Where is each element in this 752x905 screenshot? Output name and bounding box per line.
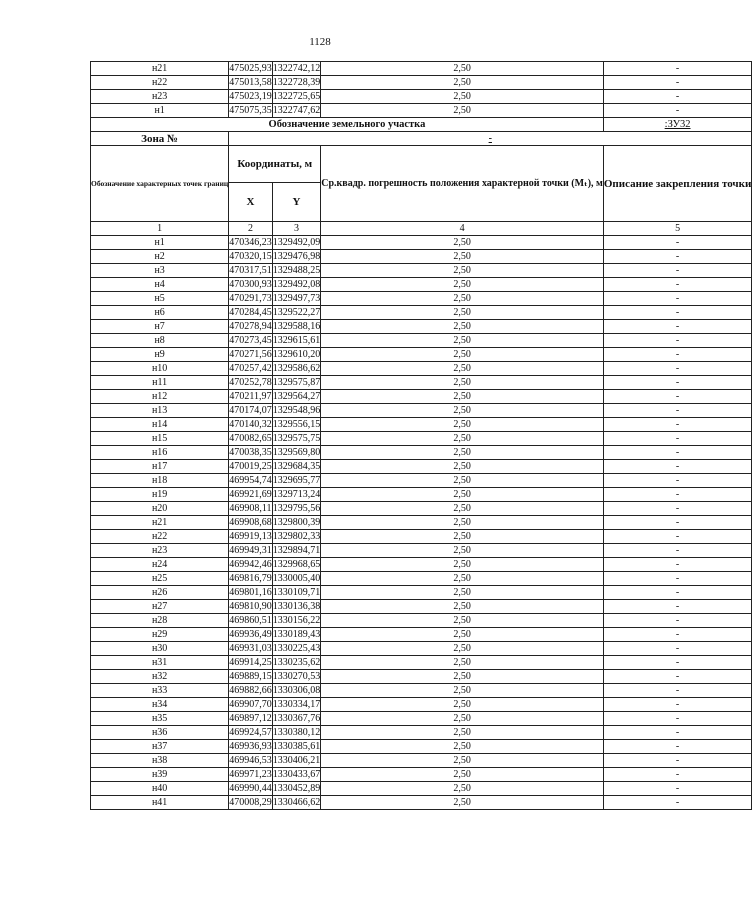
table-row [91,334,752,348]
description-cell: - [603,726,751,740]
y-cell: 1329564,27 [272,390,321,402]
table-row [91,572,752,586]
x-cell: 469801,16 [229,586,272,598]
x-cell: 470211,97 [229,390,272,402]
y-cell: 1330433,67 [272,768,321,780]
y-cell: 1329522,27 [272,306,321,318]
error-cell: 2,50 [321,516,604,530]
x-cell: 469924,57 [229,726,272,738]
x-cell: 470140,32 [229,418,272,430]
plot-label: Обозначение земельного участка [91,118,604,132]
y-cell: 1330367,76 [272,712,321,724]
table-row [91,530,752,544]
x-cell: 469919,13 [229,530,272,542]
error-cell: 2,50 [321,586,604,600]
point-cell: н36 [91,726,229,740]
point-cell: н27 [91,600,229,614]
error-cell: 2,50 [321,712,604,726]
header-description: Описание закрепления точки [603,146,751,222]
point-cell: н11 [91,376,229,390]
point-cell: н21 [91,62,229,76]
point-cell: н23 [91,544,229,558]
y-cell: 1330225,43 [272,642,321,654]
x-cell: 470278,94 [229,320,272,332]
table-row [91,586,752,600]
table-row [91,362,752,376]
point-cell: н5 [91,292,229,306]
description-cell: - [603,586,751,600]
y-cell: 1322728,39 [272,76,321,88]
y-cell: 1329894,71 [272,544,321,556]
error-cell: 2,50 [321,502,604,516]
table-row [91,754,752,768]
error-cell: 2,50 [321,334,604,348]
error-cell: 2,50 [321,320,604,334]
x-cell: 470174,07 [229,404,272,416]
x-cell: 469990,44 [229,782,272,794]
description-cell: - [603,376,751,390]
description-cell: - [603,432,751,446]
description-cell: - [603,684,751,698]
y-cell: 1329800,39 [272,516,321,528]
error-cell: 2,50 [321,530,604,544]
point-cell: н7 [91,320,229,334]
point-cell: н22 [91,530,229,544]
description-cell: - [603,572,751,586]
description-cell: - [603,740,751,754]
error-cell: 2,50 [321,90,604,104]
x-cell: 469860,51 [229,614,272,626]
point-cell: н37 [91,740,229,754]
y-cell: 1329488,25 [272,264,321,276]
x-cell: 470273,45 [229,334,272,346]
description-cell: - [603,698,751,712]
point-cell: н32 [91,670,229,684]
zone-row [91,132,752,146]
y-cell: 1330270,53 [272,670,321,682]
description-cell: - [603,76,751,90]
point-cell: н25 [91,572,229,586]
point-cell: н2 [91,250,229,264]
x-cell: 469816,79 [229,572,272,584]
error-cell: 2,50 [321,278,604,292]
y-cell: 1329695,77 [272,474,321,486]
table-row [91,418,752,432]
error-cell: 2,50 [321,726,604,740]
description-cell: - [603,104,751,118]
error-cell: 2,50 [321,404,604,418]
header-y: Y [272,183,321,222]
point-cell: н17 [91,460,229,474]
y-cell: 1329588,16 [272,320,321,332]
y-cell: 1330189,43 [272,628,321,640]
x-cell: 475025,93 [229,62,272,74]
description-cell: - [603,796,751,810]
error-cell: 2,50 [321,362,604,376]
point-cell: н40 [91,782,229,796]
error-cell: 2,50 [321,348,604,362]
x-cell: 469971,23 [229,768,272,780]
column-numbers-row [91,222,752,236]
x-cell: 469921,69 [229,488,272,500]
description-cell: - [603,754,751,768]
header-coordinates: Координаты, м [229,146,321,183]
x-cell: 469936,93 [229,740,272,752]
error-cell: 2,50 [321,460,604,474]
y-cell: 1329795,56 [272,502,321,514]
coordinate-rows [91,236,752,810]
col-number-2: 2 [229,222,273,236]
x-cell: 470252,78 [229,376,272,388]
point-cell: н31 [91,656,229,670]
table-row [91,236,752,250]
description-cell: - [603,474,751,488]
description-cell: - [603,62,751,76]
y-cell: 1329569,80 [272,446,321,458]
error-cell: 2,50 [321,544,604,558]
point-cell: н23 [91,90,229,104]
description-cell: - [603,446,751,460]
point-cell: н1 [91,104,229,118]
y-cell: 1329575,87 [272,376,321,388]
x-cell: 470019,25 [229,460,272,472]
description-cell: - [603,348,751,362]
y-cell: 1330156,22 [272,614,321,626]
point-cell: н28 [91,614,229,628]
table-row [91,404,752,418]
table-row [91,796,752,810]
x-cell: 470008,29 [229,796,272,808]
table-row [91,516,752,530]
y-cell: 1329497,73 [272,292,321,304]
table-row [91,474,752,488]
table-row [91,684,752,698]
x-cell: 470346,23 [229,236,272,248]
table-row [91,348,752,362]
error-cell: 2,50 [321,768,604,782]
point-cell: н39 [91,768,229,782]
error-cell: 2,50 [321,558,604,572]
table-row [91,558,752,572]
table-row [91,306,752,320]
y-cell: 1329586,62 [272,362,321,374]
error-cell: 2,50 [321,474,604,488]
point-cell: н29 [91,628,229,642]
x-cell: 470300,93 [229,278,272,290]
header-point-designation: Обозначение характерных точек границ [91,146,229,222]
top-rows [91,62,752,118]
description-cell: - [603,768,751,782]
error-cell: 2,50 [321,62,604,76]
error-cell: 2,50 [321,796,604,810]
header-row-1 [91,146,752,183]
error-cell: 2,50 [321,264,604,278]
x-cell: 470284,45 [229,306,272,318]
error-cell: 2,50 [321,104,604,118]
x-cell: 469897,12 [229,712,272,724]
y-cell: 1330466,62 [272,796,321,808]
table-row [91,782,752,796]
error-cell: 2,50 [321,740,604,754]
x-cell: 470320,15 [229,250,272,262]
description-cell: - [603,600,751,614]
x-cell: 470082,65 [229,432,272,444]
description-cell: - [603,516,751,530]
x-cell: 469914,25 [229,656,272,668]
header-error: Ср.квадр. погрешность положения характерной точки (Mₜ), м [321,146,604,222]
description-cell: - [603,530,751,544]
point-cell: н33 [91,684,229,698]
y-cell: 1329615,61 [272,334,321,346]
table-row [91,292,752,306]
x-cell: 469954,74 [229,474,272,486]
x-cell: 469942,46 [229,558,272,570]
error-cell: 2,50 [321,670,604,684]
x-cell: 469810,90 [229,600,272,612]
point-cell: н10 [91,362,229,376]
y-cell: 1330334,17 [272,698,321,710]
point-cell: н35 [91,712,229,726]
point-cell: н21 [91,516,229,530]
error-cell: 2,50 [321,600,604,614]
x-cell: 469908,11 [229,502,272,514]
header-x: X [229,183,273,222]
point-cell: н6 [91,306,229,320]
y-cell: 1322742,12 [272,62,321,74]
col-number-3: 3 [272,222,321,236]
x-cell: 470271,56 [229,348,272,360]
error-cell: 2,50 [321,488,604,502]
col-number-5: 5 [603,222,751,236]
col-number-4: 4 [321,222,604,236]
description-cell: - [603,404,751,418]
table-row [91,104,752,118]
y-cell: 1322725,65 [272,90,321,102]
y-cell: 1329713,24 [272,488,321,500]
x-cell: 469949,31 [229,544,272,556]
table-header [91,118,752,236]
x-cell: 470291,73 [229,292,272,304]
table-row [91,90,752,104]
description-cell: - [603,488,751,502]
description-cell: - [603,236,751,250]
table-row [91,76,752,90]
x-cell: 469882,66 [229,684,272,696]
y-cell: 1330380,12 [272,726,321,738]
y-cell: 1329476,98 [272,250,321,262]
table-row [91,628,752,642]
coordinates-table [90,61,752,810]
y-cell: 1330406,21 [272,754,321,766]
col-number-1: 1 [91,222,229,236]
y-cell: 1330385,61 [272,740,321,752]
table-row [91,502,752,516]
error-cell: 2,50 [321,418,604,432]
description-cell: - [603,656,751,670]
point-cell: н1 [91,236,229,250]
y-cell: 1329492,09 [272,236,321,248]
error-cell: 2,50 [321,376,604,390]
error-cell: 2,50 [321,432,604,446]
table-row [91,614,752,628]
error-cell: 2,50 [321,642,604,656]
error-cell: 2,50 [321,754,604,768]
point-cell: н30 [91,642,229,656]
table-row [91,488,752,502]
table-row [91,740,752,754]
table-row [91,250,752,264]
y-cell: 1330235,62 [272,656,321,668]
table-row [91,600,752,614]
table-row [91,712,752,726]
point-cell: н19 [91,488,229,502]
point-cell: н24 [91,558,229,572]
description-cell: - [603,502,751,516]
description-cell: - [603,712,751,726]
point-cell: н41 [91,796,229,810]
description-cell: - [603,418,751,432]
point-cell: н26 [91,586,229,600]
point-cell: н4 [91,278,229,292]
x-cell: 469907,70 [229,698,272,710]
table-row [91,320,752,334]
y-cell: 1330109,71 [272,586,321,598]
y-cell: 1329968,65 [272,558,321,570]
table-row [91,446,752,460]
y-cell: 1330306,08 [272,684,321,696]
error-cell: 2,50 [321,306,604,320]
error-cell: 2,50 [321,76,604,90]
error-cell: 2,50 [321,446,604,460]
description-cell: - [603,670,751,684]
point-cell: н16 [91,446,229,460]
y-cell: 1330452,89 [272,782,321,794]
x-cell: 475013,58 [229,76,272,88]
point-cell: н12 [91,390,229,404]
table-row [91,768,752,782]
description-cell: - [603,362,751,376]
point-cell: н13 [91,404,229,418]
error-cell: 2,50 [321,698,604,712]
description-cell: - [603,628,751,642]
zone-value: - [229,132,752,146]
description-cell: - [603,460,751,474]
y-cell: 1329492,08 [272,278,321,290]
page-number: 1128 [309,36,331,48]
table-row [91,544,752,558]
table-row [91,656,752,670]
point-cell: н9 [91,348,229,362]
plot-value: :ЗУ32 [603,118,751,132]
y-cell: 1329802,33 [272,530,321,542]
x-cell: 469889,15 [229,670,272,682]
error-cell: 2,50 [321,390,604,404]
point-cell: н38 [91,754,229,768]
description-cell: - [603,320,751,334]
description-cell: - [603,334,751,348]
description-cell: - [603,250,751,264]
y-cell: 1329548,96 [272,404,321,416]
error-cell: 2,50 [321,236,604,250]
error-cell: 2,50 [321,250,604,264]
point-cell: н18 [91,474,229,488]
point-cell: н22 [91,76,229,90]
x-cell: 469946,53 [229,754,272,766]
y-cell: 1322747,62 [272,104,321,116]
table-row [91,642,752,656]
table-row [91,264,752,278]
point-cell: н20 [91,502,229,516]
error-cell: 2,50 [321,782,604,796]
table-row [91,670,752,684]
point-cell: н3 [91,264,229,278]
description-cell: - [603,264,751,278]
description-cell: - [603,390,751,404]
description-cell: - [603,614,751,628]
description-cell: - [603,278,751,292]
description-cell: - [603,544,751,558]
error-cell: 2,50 [321,656,604,670]
table-row [91,460,752,474]
description-cell: - [603,306,751,320]
table-row [91,62,752,76]
x-cell: 470317,51 [229,264,272,276]
x-cell: 470038,35 [229,446,272,458]
y-cell: 1329684,35 [272,460,321,472]
y-cell: 1329610,20 [272,348,321,360]
x-cell: 469908,68 [229,516,272,528]
zone-label: Зона № [91,132,229,146]
error-cell: 2,50 [321,292,604,306]
x-cell: 469936,49 [229,628,272,640]
description-cell: - [603,90,751,104]
point-cell: н14 [91,418,229,432]
y-cell: 1329556,15 [272,418,321,430]
description-cell: - [603,292,751,306]
y-cell: 1329575,75 [272,432,321,444]
error-cell: 2,50 [321,684,604,698]
y-cell: 1330005,40 [272,572,321,584]
error-cell: 2,50 [321,614,604,628]
x-cell: 475075,35 [229,104,272,116]
description-cell: - [603,642,751,656]
plot-row [91,118,752,132]
description-cell: - [603,782,751,796]
point-cell: н8 [91,334,229,348]
error-cell: 2,50 [321,628,604,642]
table-row [91,278,752,292]
table-row [91,390,752,404]
point-cell: н15 [91,432,229,446]
x-cell: 469931,03 [229,642,272,654]
table-row [91,698,752,712]
description-cell: - [603,558,751,572]
error-cell: 2,50 [321,572,604,586]
x-cell: 470257,42 [229,362,272,374]
point-cell: н34 [91,698,229,712]
table-row [91,432,752,446]
y-cell: 1330136,38 [272,600,321,612]
x-cell: 475023,19 [229,90,272,102]
table-row [91,376,752,390]
table-row [91,726,752,740]
